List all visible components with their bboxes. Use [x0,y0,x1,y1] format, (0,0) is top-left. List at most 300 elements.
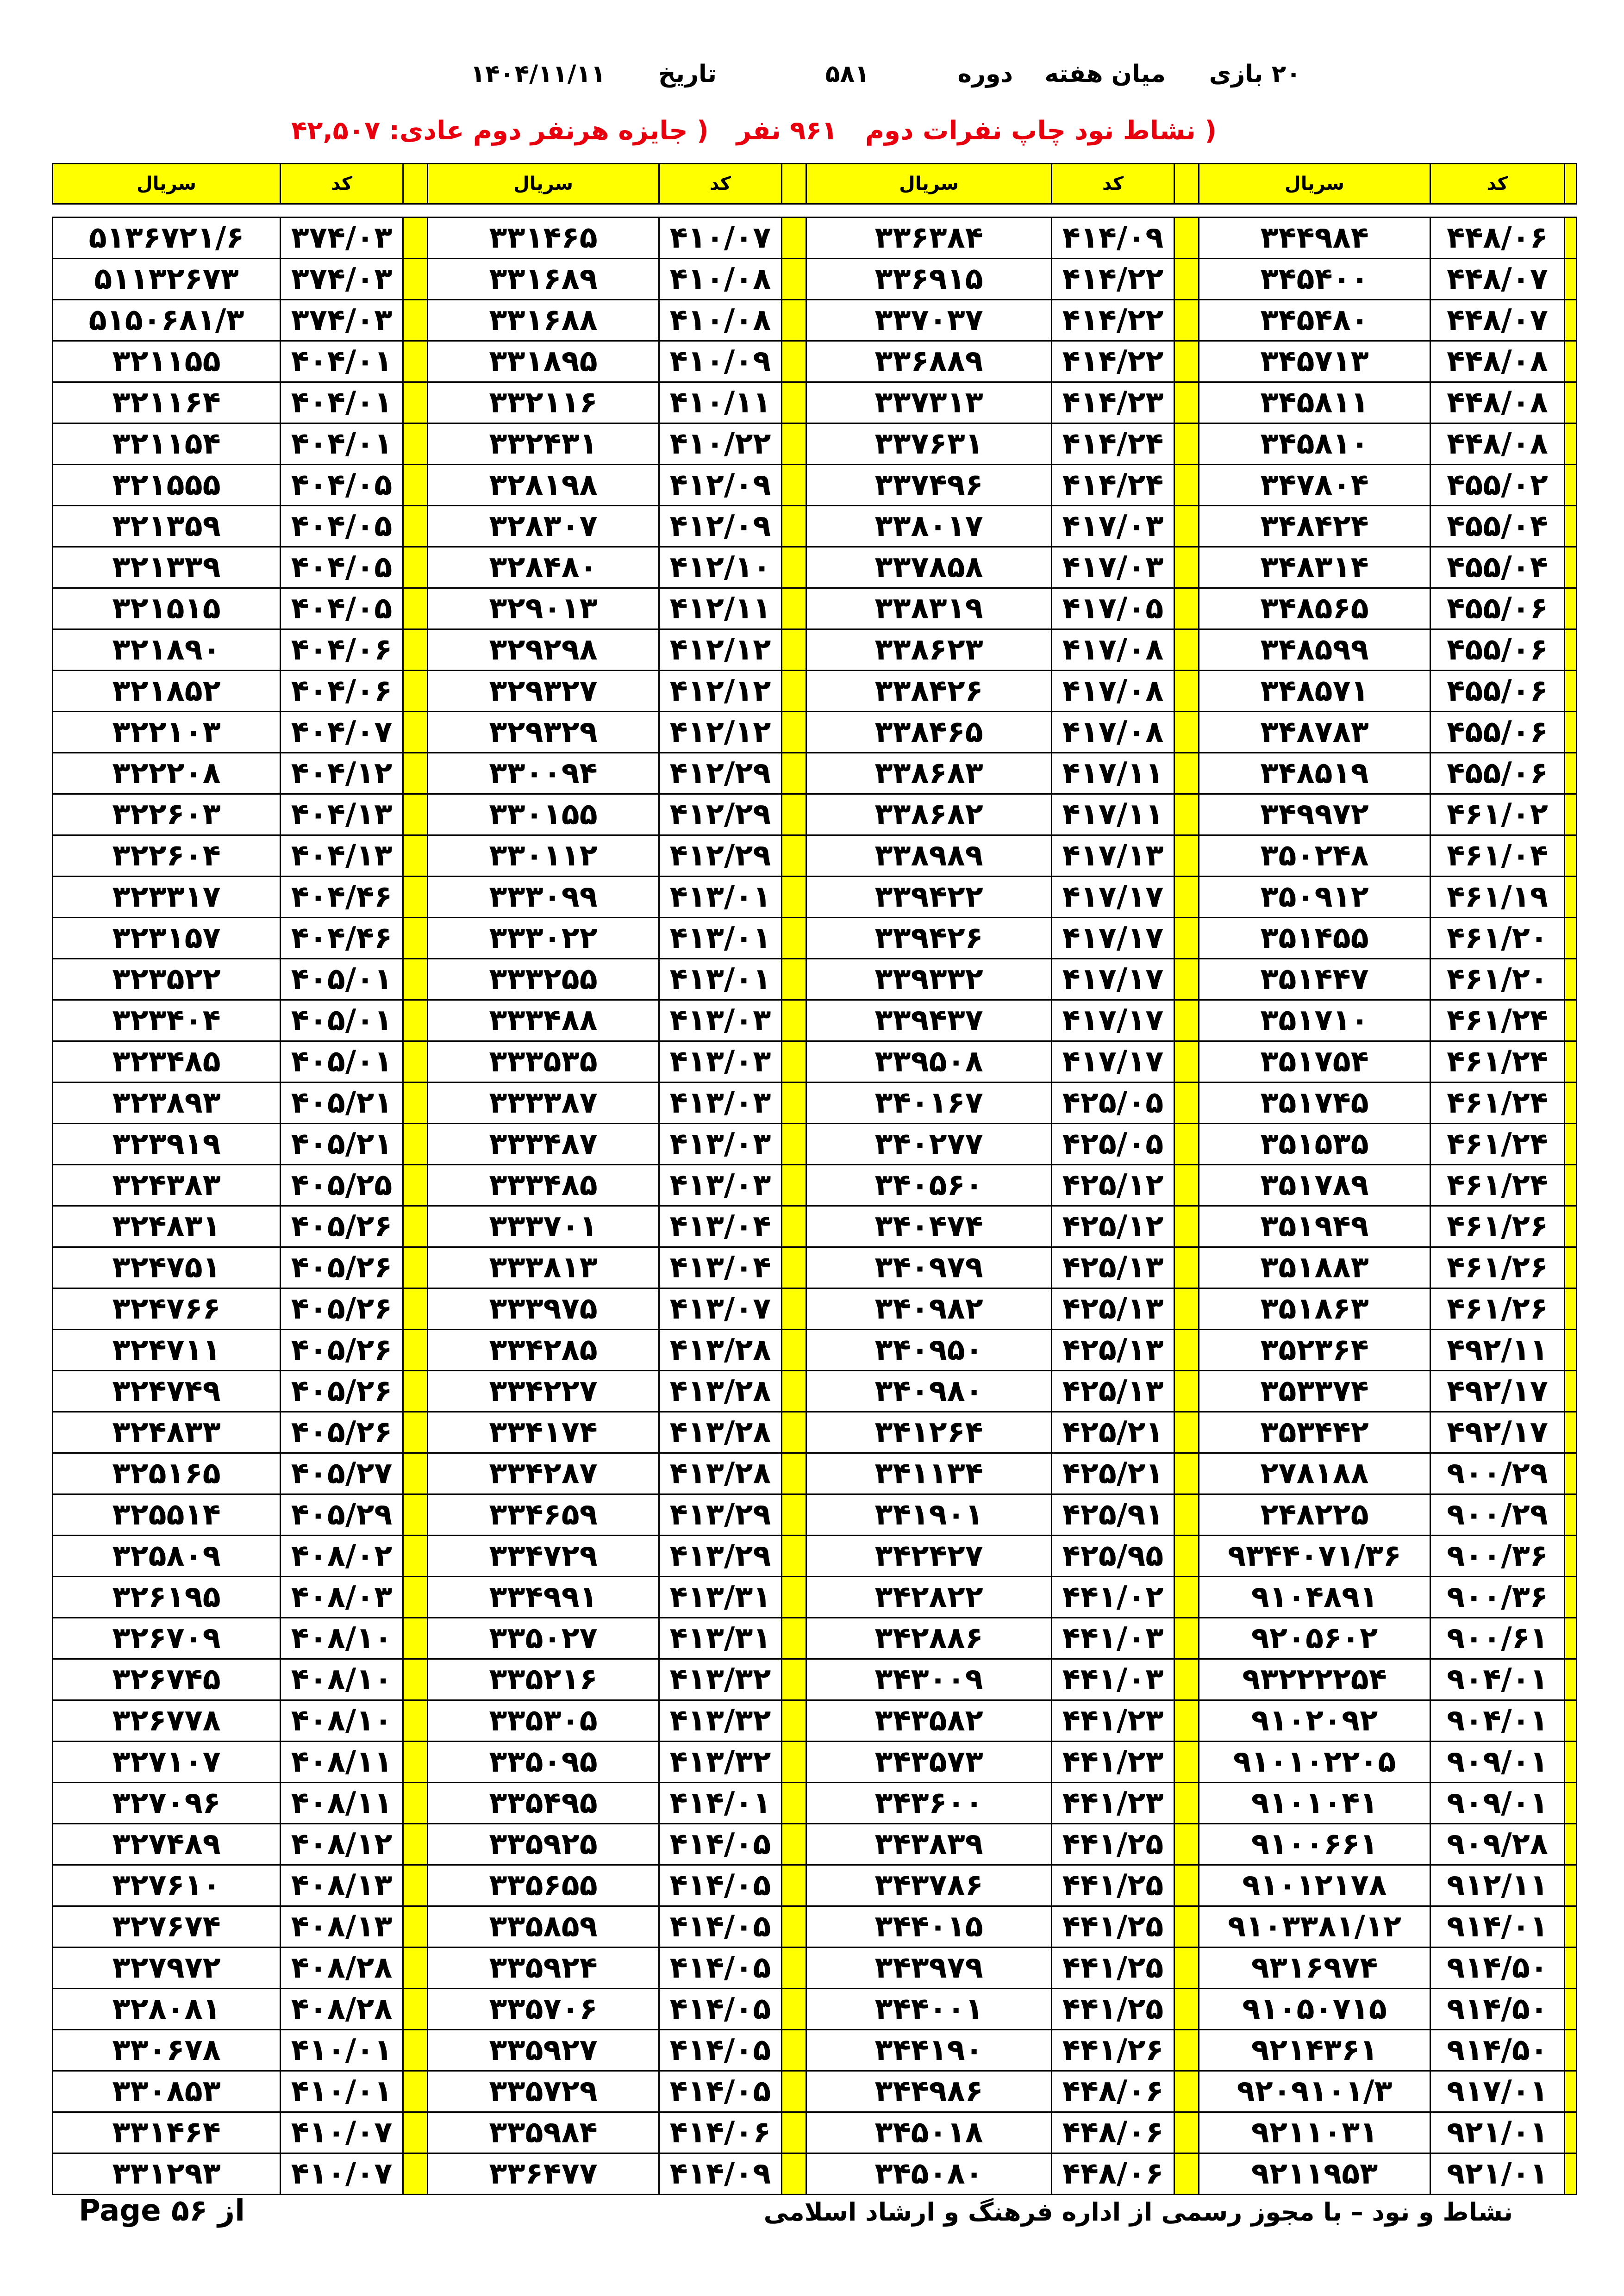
code-cell: ۹۰۹/۲۸ [1430,1824,1565,1865]
serial-cell: ۳۲۴۷۶۶ [53,1288,281,1330]
page-number: Page ۵۶ از [79,2194,245,2228]
serial-cell: ۳۲۷۹۷۲ [53,1948,281,1989]
header-code: کد [1430,164,1565,204]
serial-cell: ۳۳۷۰۳۷ [806,300,1052,341]
row-strip [1174,1453,1199,1494]
row-strip [782,218,806,259]
row-strip [782,1124,806,1165]
serial-cell: ۹۱۰۱۰۲۲۰۵ [1199,1742,1430,1783]
row-strip [1565,1453,1577,1494]
serial-cell: ۳۳۵۷۰۶ [428,1989,659,2030]
row-strip [1565,1000,1577,1041]
serial-cell: ۳۴۳۰۰۹ [806,1659,1052,1700]
code-cell: ۴۱۴/۲۲ [1052,341,1174,382]
table-header-row [53,164,1577,204]
code-cell: ۴۴۱/۲۵ [1052,1865,1174,1906]
row-strip [782,1453,806,1494]
serial-cell: ۳۳۱۶۸۸ [428,300,659,341]
code-cell: ۴۱۰/۲۲ [659,423,782,465]
serial-cell: ۳۲۸۱۹۸ [428,465,659,506]
serial-cell: ۳۳۹۴۲۲ [806,877,1052,918]
code-cell: ۴۱۲/۲۹ [659,835,782,877]
code-cell: ۴۰۴/۱۳ [281,794,403,835]
row-strip [1565,835,1577,877]
row-strip [782,423,806,465]
serial-cell: ۳۲۶۱۹۵ [53,1577,281,1618]
serial-cell: ۳۵۳۴۴۲ [1199,1412,1430,1453]
row-strip [1174,341,1199,382]
serial-cell: ۳۲۳۴۸۵ [53,1041,281,1083]
round-number: ۵۸۱ [825,60,869,88]
serial-cell: ۳۵۱۸۶۳ [1199,1288,1430,1330]
row-strip [1174,1124,1199,1165]
code-cell: ۴۱۰/۰۱ [281,2071,403,2112]
table-row [53,1000,1577,1041]
row-strip [403,753,428,794]
serial-cell: ۳۴۰۱۶۷ [806,1083,1052,1124]
header-serial: سریال [1199,164,1430,204]
code-cell: ۴۱۳/۳۲ [659,1659,782,1700]
code-cell: ۴۴۸/۰۸ [1430,382,1565,423]
row-strip [403,382,428,423]
row-strip [403,835,428,877]
row-strip [782,1824,806,1865]
table-row [53,423,1577,465]
serial-cell: ۳۲۹۲۹۸ [428,629,659,671]
row-strip [1174,1536,1199,1577]
row-strip [403,506,428,547]
code-cell: ۴۹۲/۱۷ [1430,1371,1565,1412]
row-strip [1565,918,1577,959]
code-cell: ۴۴۱/۲۶ [1052,2030,1174,2071]
row-strip [1174,1659,1199,1700]
code-cell: ۴۴۸/۰۷ [1430,259,1565,300]
serial-cell: ۳۲۷۶۷۴ [53,1906,281,1948]
serial-cell: ۳۳۹۴۲۶ [806,918,1052,959]
code-cell: ۹۲۱/۰۱ [1430,2153,1565,2195]
code-cell: ۴۱۴/۲۳ [1052,382,1174,423]
row-strip [1174,1824,1199,1865]
row-strip [1174,2112,1199,2153]
code-cell: ۴۹۲/۱۱ [1430,1330,1565,1371]
serial-cell: ۳۴۳۵۸۲ [806,1700,1052,1742]
table-row [53,1989,1577,2030]
row-strip [1565,1824,1577,1865]
row-strip [1565,1536,1577,1577]
code-cell: ۴۶۱/۲۰ [1430,918,1565,959]
code-cell: ۹۱۴/۰۱ [1430,1906,1565,1948]
table-row [53,341,1577,382]
row-strip [1565,1165,1577,1206]
row-strip [782,753,806,794]
serial-cell: ۳۴۸۷۸۳ [1199,712,1430,753]
row-strip [403,547,428,588]
serial-cell: ۳۴۸۵۱۹ [1199,753,1430,794]
code-cell: ۴۱۰/۰۱ [281,2030,403,2071]
serial-cell: ۳۲۱۵۵۵ [53,465,281,506]
serial-cell: ۳۴۳۷۸۶ [806,1865,1052,1906]
table-row [53,218,1577,259]
code-cell: ۴۱۳/۰۱ [659,877,782,918]
code-cell: ۴۰۸/۰۳ [281,1577,403,1618]
date-value: ۱۴۰۴/۱۱/۱۱ [470,60,606,88]
row-strip [1565,1288,1577,1330]
code-cell: ۹۱۲/۱۱ [1430,1865,1565,1906]
code-cell: ۴۰۸/۱۰ [281,1700,403,1742]
table-row [53,1659,1577,1700]
row-strip [782,300,806,341]
row-strip [1174,2030,1199,2071]
row-strip [782,259,806,300]
serial-cell: ۳۲۴۸۳۳ [53,1412,281,1453]
row-strip [1174,959,1199,1000]
serial-cell: ۳۴۷۸۰۴ [1199,465,1430,506]
row-strip [1565,2071,1577,2112]
serial-cell: ۳۲۸۳۰۷ [428,506,659,547]
code-cell: ۴۱۰/۰۷ [659,218,782,259]
code-cell: ۴۰۴/۰۱ [281,423,403,465]
code-cell: ۴۱۷/۱۷ [1052,918,1174,959]
serial-cell: ۳۴۳۹۷۹ [806,1948,1052,1989]
serial-cell: ۳۳۳۹۷۵ [428,1288,659,1330]
row-strip [1174,671,1199,712]
serial-cell: ۹۳۴۴۰۷۱/۳۶ [1199,1536,1430,1577]
row-strip [403,341,428,382]
row-strip [782,918,806,959]
serial-cell: ۳۲۳۵۲۲ [53,959,281,1000]
row-strip [403,1865,428,1906]
row-strip [403,629,428,671]
code-cell: ۴۶۱/۲۴ [1430,1165,1565,1206]
winner-count: ۹۶۱ نفر [736,116,837,146]
code-cell: ۴۱۷/۰۸ [1052,712,1174,753]
row-strip [1565,1330,1577,1371]
row-strip [403,1577,428,1618]
serial-cell: ۹۲۱۴۳۶۱ [1199,2030,1430,2071]
serial-cell: ۳۲۳۳۱۷ [53,877,281,918]
serial-cell: ۳۳۱۲۹۳ [53,2153,281,2195]
row-strip [1565,1783,1577,1824]
row-strip [1565,1618,1577,1659]
serial-cell: ۳۴۱۲۶۴ [806,1412,1052,1453]
row-strip [1174,1206,1199,1247]
serial-cell: ۳۳۷۸۵۸ [806,547,1052,588]
serial-cell: ۳۳۵۲۱۶ [428,1659,659,1700]
code-cell: ۴۵۵/۰۶ [1430,753,1565,794]
row-strip [1174,1948,1199,1989]
serial-cell: ۳۳۵۷۲۹ [428,2071,659,2112]
code-cell: ۴۰۵/۲۶ [281,1371,403,1412]
table-row [53,671,1577,712]
table-row [53,1083,1577,1124]
row-strip [403,1659,428,1700]
row-strip [1565,1371,1577,1412]
code-cell: ۴۱۰/۱۱ [659,382,782,423]
code-cell: ۴۲۵/۱۲ [1052,1165,1174,1206]
row-strip [403,2153,428,2195]
serial-cell: ۳۵۱۴۴۷ [1199,959,1430,1000]
header-serial: سریال [806,164,1052,204]
code-cell: ۴۰۵/۲۹ [281,1494,403,1536]
subheader-title: ( نشاط نود چاپ نفرات دوم [865,116,1217,146]
row-strip [782,1865,806,1906]
code-cell: ۹۰۰/۶۱ [1430,1618,1565,1659]
row-strip [1174,259,1199,300]
row-strip [403,2030,428,2071]
row-strip [403,671,428,712]
code-cell: ۴۱۴/۰۵ [659,1989,782,2030]
row-strip [1174,1742,1199,1783]
game-label: ۲۰ بازی [1209,60,1301,88]
serial-cell: ۳۲۴۸۳۱ [53,1206,281,1247]
table-row [53,1330,1577,1371]
serial-cell: ۳۳۹۵۰۸ [806,1041,1052,1083]
row-strip [1565,629,1577,671]
row-strip [1174,1165,1199,1206]
table-row [53,1783,1577,1824]
row-strip [782,2112,806,2153]
row-strip [782,1659,806,1700]
row-strip [403,712,428,753]
code-cell: ۹۱۴/۵۰ [1430,2030,1565,2071]
code-cell: ۴۰۵/۲۶ [281,1412,403,1453]
serial-cell: ۳۳۵۳۰۵ [428,1700,659,1742]
code-cell: ۴۱۰/۰۷ [281,2112,403,2153]
serial-cell: ۳۲۲۱۰۳ [53,712,281,753]
code-cell: ۴۱۴/۰۵ [659,1906,782,1948]
table-row [53,1494,1577,1536]
table-row [53,547,1577,588]
game-type: میان هفته [1044,60,1166,88]
row-strip [1565,423,1577,465]
row-strip [1174,1700,1199,1742]
code-cell: ۴۰۵/۲۱ [281,1124,403,1165]
code-cell: ۴۰۵/۲۶ [281,1330,403,1371]
serial-cell: ۳۳۳۰۹۹ [428,877,659,918]
row-strip [1565,465,1577,506]
row-strip [403,588,428,629]
code-cell: ۴۱۳/۳۱ [659,1618,782,1659]
code-cell: ۴۰۴/۰۵ [281,506,403,547]
code-cell: ۴۱۳/۲۸ [659,1371,782,1412]
code-cell: ۴۲۵/۲۱ [1052,1412,1174,1453]
row-strip [403,465,428,506]
code-cell: ۳۷۴/۰۳ [281,300,403,341]
serial-cell: ۳۳۴۲۸۵ [428,1330,659,1371]
code-cell: ۴۱۴/۰۵ [659,1948,782,1989]
serial-cell: ۹۲۰۹۱۰۱/۳ [1199,2071,1430,2112]
code-cell: ۴۱۳/۰۴ [659,1247,782,1288]
code-cell: ۴۰۸/۰۲ [281,1536,403,1577]
header-serial: سریال [428,164,659,204]
table-row [53,382,1577,423]
code-cell: ۴۱۴/۰۹ [1052,218,1174,259]
header-code: کد [281,164,403,204]
row-strip [782,1536,806,1577]
code-cell: ۴۰۵/۰۱ [281,1000,403,1041]
serial-cell: ۳۳۴۲۲۷ [428,1371,659,1412]
row-strip [1174,1989,1199,2030]
code-cell: ۴۱۴/۲۴ [1052,465,1174,506]
row-strip [1565,1700,1577,1742]
serial-cell: ۳۴۳۵۷۳ [806,1742,1052,1783]
code-cell: ۴۱۷/۱۷ [1052,959,1174,1000]
code-cell: ۴۵۵/۰۶ [1430,712,1565,753]
serial-cell: ۳۳۵۴۹۵ [428,1783,659,1824]
row-strip [1174,918,1199,959]
row-strip [1174,423,1199,465]
serial-cell: ۳۳۹۳۳۲ [806,959,1052,1000]
serial-cell: ۳۲۱۱۵۵ [53,341,281,382]
row-strip [1565,547,1577,588]
table-row [53,1536,1577,1577]
serial-cell: ۳۳۷۶۳۱ [806,423,1052,465]
serial-cell: ۳۳۳۴۸۵ [428,1165,659,1206]
row-strip [1174,753,1199,794]
row-strip [1565,506,1577,547]
serial-cell: ۳۲۴۷۴۹ [53,1371,281,1412]
serial-cell: ۳۵۱۹۴۹ [1199,1206,1430,1247]
row-strip [782,1989,806,2030]
table-row [53,1453,1577,1494]
serial-cell: ۳۳۴۱۷۴ [428,1412,659,1453]
code-cell: ۴۲۵/۱۳ [1052,1288,1174,1330]
code-cell: ۴۱۲/۱۲ [659,629,782,671]
row-strip [1174,300,1199,341]
code-cell: ۴۰۵/۲۱ [281,1083,403,1124]
code-cell: ۹۰۰/۲۹ [1430,1453,1565,1494]
row-strip [782,877,806,918]
code-cell: ۴۱۲/۰۹ [659,506,782,547]
code-cell: ۴۶۱/۲۶ [1430,1288,1565,1330]
row-strip [403,1906,428,1948]
table-row [53,1371,1577,1412]
code-cell: ۴۱۲/۱۰ [659,547,782,588]
row-strip [782,712,806,753]
code-cell: ۴۰۸/۱۱ [281,1783,403,1824]
serial-cell: ۳۵۲۳۶۴ [1199,1330,1430,1371]
row-strip [782,2030,806,2071]
code-cell: ۴۴۱/۲۳ [1052,1742,1174,1783]
table-row [53,1412,1577,1453]
code-cell: ۴۰۴/۱۳ [281,835,403,877]
serial-cell: ۳۴۲۸۸۶ [806,1618,1052,1659]
code-cell: ۴۴۱/۲۵ [1052,1989,1174,2030]
code-cell: ۴۰۴/۰۵ [281,588,403,629]
row-strip [782,506,806,547]
row-strip [1174,218,1199,259]
code-cell: ۴۰۴/۰۱ [281,382,403,423]
code-cell: ۴۴۸/۰۶ [1430,218,1565,259]
code-cell: ۴۰۴/۰۶ [281,629,403,671]
serial-cell: ۳۵۱۷۱۰ [1199,1000,1430,1041]
code-cell: ۴۰۸/۲۸ [281,1989,403,2030]
serial-cell: ۳۲۴۳۸۳ [53,1165,281,1206]
code-cell: ۹۰۰/۳۶ [1430,1577,1565,1618]
code-cell: ۴۰۵/۲۷ [281,1453,403,1494]
row-strip [782,1948,806,1989]
table-row [53,712,1577,753]
row-strip [1565,2030,1577,2071]
code-cell: ۴۱۷/۰۵ [1052,588,1174,629]
serial-cell: ۳۲۷۶۱۰ [53,1865,281,1906]
serial-cell: ۳۳۰۰۹۴ [428,753,659,794]
serial-cell: ۹۲۱۱۰۳۱ [1199,2112,1430,2153]
row-strip [1565,2153,1577,2195]
serial-cell: ۳۴۰۲۷۷ [806,1124,1052,1165]
code-cell: ۴۱۲/۲۹ [659,753,782,794]
row-strip [1565,588,1577,629]
serial-cell: ۳۴۸۳۱۴ [1199,547,1430,588]
serial-cell: ۳۳۶۹۱۵ [806,259,1052,300]
row-strip [403,1494,428,1536]
serial-cell: ۵۱۵۰۶۸۱/۳ [53,300,281,341]
code-cell: ۴۱۷/۱۱ [1052,753,1174,794]
header-strip [1565,164,1577,204]
code-cell: ۴۴۱/۰۳ [1052,1618,1174,1659]
serial-cell: ۹۳۲۲۲۲۵۴ [1199,1659,1430,1700]
serial-cell: ۳۲۹۳۲۹ [428,712,659,753]
serial-cell: ۳۳۵۰۹۵ [428,1742,659,1783]
code-cell: ۴۰۵/۰۱ [281,1041,403,1083]
serial-cell: ۳۳۲۱۱۶ [428,382,659,423]
code-cell: ۴۱۲/۱۲ [659,712,782,753]
row-strip [1174,1288,1199,1330]
code-cell: ۴۶۱/۲۰ [1430,959,1565,1000]
code-cell: ۴۱۳/۰۳ [659,1124,782,1165]
code-cell: ۴۱۳/۰۳ [659,1165,782,1206]
serial-cell: ۳۵۱۵۳۵ [1199,1124,1430,1165]
serial-cell: ۳۳۰۱۱۲ [428,835,659,877]
row-strip [782,1494,806,1536]
table-row [53,2071,1577,2112]
row-strip [403,1330,428,1371]
serial-cell: ۳۴۸۵۶۵ [1199,588,1430,629]
row-strip [1565,1742,1577,1783]
code-cell: ۴۱۴/۰۵ [659,1865,782,1906]
row-strip [403,1824,428,1865]
table-row [53,259,1577,300]
serial-cell: ۳۲۸۰۸۱ [53,1989,281,2030]
row-strip [782,382,806,423]
serial-cell: ۳۲۱۱۶۴ [53,382,281,423]
serial-cell: ۳۲۵۵۱۴ [53,1494,281,1536]
code-cell: ۴۰۴/۱۲ [281,753,403,794]
serial-cell: ۳۴۴۱۹۰ [806,2030,1052,2071]
serial-cell: ۳۳۳۰۲۲ [428,918,659,959]
serial-cell: ۳۳۹۴۳۷ [806,1000,1052,1041]
serial-cell: ۵۱۳۶۷۲۱/۶ [53,218,281,259]
serial-cell: ۳۵۱۴۵۵ [1199,918,1430,959]
code-cell: ۴۴۸/۰۸ [1430,341,1565,382]
serial-cell: ۳۳۵۹۸۴ [428,2112,659,2153]
code-cell: ۴۰۸/۱۰ [281,1659,403,1700]
row-strip [1174,382,1199,423]
row-strip [403,1247,428,1288]
row-strip [403,877,428,918]
serial-cell: ۳۴۱۹۰۱ [806,1494,1052,1536]
code-cell: ۴۵۵/۰۴ [1430,547,1565,588]
serial-cell: ۳۳۸۶۸۲ [806,794,1052,835]
row-strip [1174,1041,1199,1083]
code-cell: ۴۰۸/۱۳ [281,1906,403,1948]
code-cell: ۴۰۵/۲۶ [281,1247,403,1288]
serial-cell: ۳۴۵۰۱۸ [806,2112,1052,2153]
code-cell: ۹۱۷/۰۱ [1430,2071,1565,2112]
row-strip [1565,1948,1577,1989]
table-row [53,1906,1577,1948]
code-cell: ۴۱۷/۰۸ [1052,671,1174,712]
